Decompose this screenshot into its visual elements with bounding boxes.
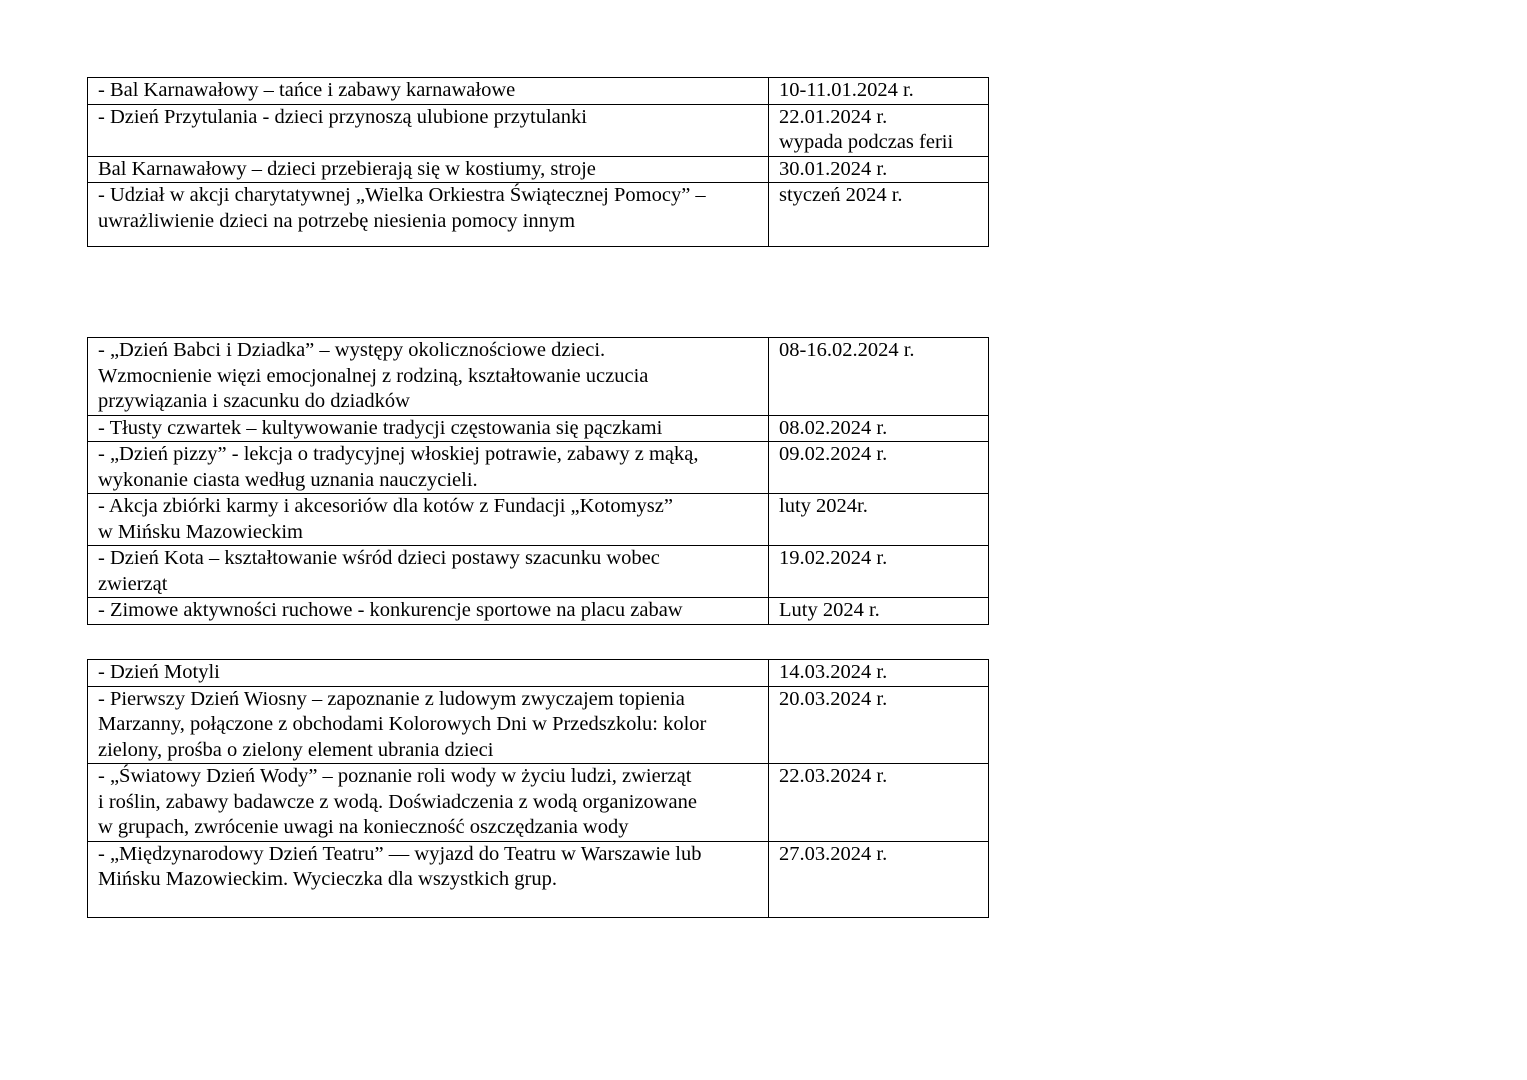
activity-cell: Bal Karnawałowy – dzieci przebierają się w kostiumy, stroje xyxy=(88,156,769,183)
date-cell: luty 2024r. xyxy=(769,494,989,546)
activity-cell: - Pierwszy Dzień Wiosny – zapoznanie z ludowym zwyczajem topienia Marzanny, połączone z obchodami Kolorowych Dni w Przedszkolu: kolor zielony, prośba o zielony element ubrania dzieci xyxy=(88,686,769,764)
schedule-table-january xyxy=(87,77,989,247)
table-row xyxy=(88,338,989,416)
table-row xyxy=(88,494,989,546)
table-row xyxy=(88,415,989,442)
date-cell: 20.03.2024 r. xyxy=(769,686,989,764)
activity-cell: - Dzień Kota – kształtowanie wśród dzieci postawy szacunku wobec zwierząt xyxy=(88,546,769,598)
date-cell: 22.01.2024 r. wypada podczas ferii xyxy=(769,104,989,156)
activity-cell: - „Międzynarodowy Dzień Teatru” — wyjazd do Teatru w Warszawie lub Mińsku Mazowieckim. Wycieczka dla wszystkich grup. xyxy=(88,841,769,917)
schedule-table-february xyxy=(87,337,989,625)
table-row xyxy=(88,764,989,842)
date-cell: 22.03.2024 r. xyxy=(769,764,989,842)
activity-cell: - Dzień Motyli xyxy=(88,660,769,687)
date-cell: 08.02.2024 r. xyxy=(769,415,989,442)
date-cell: styczeń 2024 r. xyxy=(769,183,989,247)
table-row xyxy=(88,686,989,764)
activity-cell: - Tłusty czwartek – kultywowanie tradycji częstowania się pączkami xyxy=(88,415,769,442)
table-row xyxy=(88,156,989,183)
activity-cell: - Zimowe aktywności ruchowe - konkurencje sportowe na placu zabaw xyxy=(88,598,769,625)
date-cell: 27.03.2024 r. xyxy=(769,841,989,917)
date-cell: 19.02.2024 r. xyxy=(769,546,989,598)
table-row xyxy=(88,183,989,247)
table-row xyxy=(88,660,989,687)
date-cell: 08-16.02.2024 r. xyxy=(769,338,989,416)
activity-cell: - Akcja zbiórki karmy i akcesoriów dla kotów z Fundacji „Kotomysz” w Mińsku Mazowieckim xyxy=(88,494,769,546)
table-row xyxy=(88,442,989,494)
date-cell: 14.03.2024 r. xyxy=(769,660,989,687)
date-cell: Luty 2024 r. xyxy=(769,598,989,625)
activity-cell: - Bal Karnawałowy – tańce i zabawy karnawałowe xyxy=(88,78,769,105)
table-row xyxy=(88,598,989,625)
table-row xyxy=(88,841,989,917)
activity-cell: - „Światowy Dzień Wody” – poznanie roli wody w życiu ludzi, zwierząt i roślin, zabawy badawcze z wodą. Doświadczenia z wodą organizowane w grupach, zwrócenie uwagi na konieczność oszczędzania wody xyxy=(88,764,769,842)
date-cell: 30.01.2024 r. xyxy=(769,156,989,183)
activity-cell: - „Dzień Babci i Dziadka” – występy okolicznościowe dzieci. Wzmocnienie więzi emocjonalnej z rodziną, kształtowanie uczucia przywiązania i szacunku do dziadków xyxy=(88,338,769,416)
table-row xyxy=(88,104,989,156)
activity-cell: - Udział w akcji charytatywnej „Wielka Orkiestra Świątecznej Pomocy” – uwrażliwienie dzieci na potrzebę niesienia pomocy innym xyxy=(88,183,769,247)
date-cell: 09.02.2024 r. xyxy=(769,442,989,494)
date-cell: 10-11.01.2024 r. xyxy=(769,78,989,105)
schedule-table-march xyxy=(87,659,989,918)
activity-cell: - Dzień Przytulania - dzieci przynoszą ulubione przytulanki xyxy=(88,104,769,156)
table-row xyxy=(88,546,989,598)
table-row xyxy=(88,78,989,105)
activity-cell: - „Dzień pizzy” - lekcja o tradycyjnej włoskiej potrawie, zabawy z mąką, wykonanie ciasta według uznania nauczycieli. xyxy=(88,442,769,494)
